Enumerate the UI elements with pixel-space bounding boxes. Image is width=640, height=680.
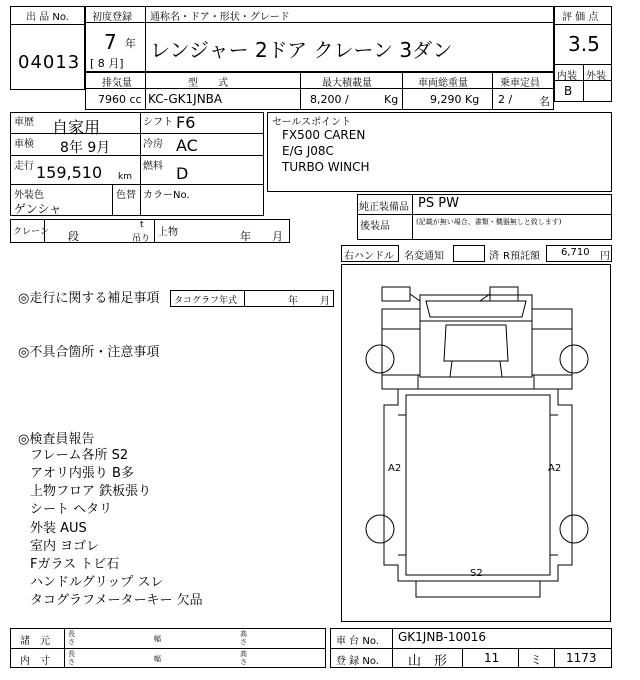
interior-label: 内装 — [557, 71, 577, 82]
first-reg-label: 初度登録 — [92, 12, 132, 23]
inspect-value: 8年 9月 — [60, 140, 111, 156]
inner-row-label: 内 寸 — [20, 656, 50, 667]
inspector-title: ◎検査員報告 — [18, 432, 95, 447]
upper-month: 月 — [272, 230, 283, 243]
chassis-value: GK1JNB-10016 — [398, 630, 487, 644]
reg-number: 1173 — [566, 651, 597, 665]
inspector-line: シート ヘタリ — [30, 502, 113, 517]
crane-dan: 段 — [68, 230, 79, 243]
inspector-line: 室内 ヨゴレ — [30, 539, 100, 554]
color-label: 外装色 — [14, 190, 44, 201]
recycle-value: 6,710 — [561, 247, 590, 258]
aftermarket-label: 後装品 — [360, 221, 390, 232]
supplement-title: ◎走行に関する補足事項 — [18, 291, 160, 306]
history-label: 車歴 — [14, 117, 34, 128]
damage-mark-left: A2 — [388, 463, 402, 474]
model-label: 型 式 — [188, 78, 228, 89]
lot-number: 04013 — [18, 52, 81, 73]
ac-value: AC — [176, 136, 198, 155]
sales-line-2: E/G J08C — [282, 144, 334, 158]
car-name: レンジャー 2ドア クレーン 3ダン — [150, 38, 453, 62]
damage-mark-right: A2 — [548, 463, 562, 474]
hgt-label: 高さ — [240, 630, 247, 646]
chassis-label: 車 台 No. — [336, 636, 379, 647]
tacho-label: タコグラフ年式 — [174, 296, 238, 306]
reg-label: 登 録 No. — [336, 656, 379, 667]
load-label: 最大積載量 — [322, 78, 372, 89]
interior-grade: B — [564, 84, 573, 98]
fuel-label: 燃料 — [143, 161, 163, 172]
reg-kana: ミ — [530, 653, 543, 667]
grade-value: 3.5 — [568, 32, 600, 56]
inspector-line: フレーム各所 S2 — [30, 448, 129, 463]
ac-label: 冷房 — [143, 139, 163, 150]
inspector-line: 上物フロア 鉄板張り — [30, 484, 152, 499]
cap-unit: 名 — [539, 95, 550, 108]
recycle-unit: 円 — [600, 251, 610, 262]
len-label: 長さ — [68, 630, 75, 646]
inspector-line: タコグラフメーターキー 欠品 — [30, 593, 203, 608]
mileage-value: 159,510 — [36, 163, 103, 182]
sales-title: セールスポイント — [272, 117, 352, 128]
disp-label: 排気量 — [102, 78, 132, 89]
exterior-label: 外装 — [586, 71, 606, 82]
first-reg-year: 7 — [104, 30, 117, 54]
first-reg-year-unit: 年 — [125, 37, 136, 50]
load-unit: Kg — [384, 93, 399, 106]
reg-prefecture: 山 形 — [408, 654, 448, 669]
shift-label: シフト — [143, 117, 173, 128]
recycle-label: R預託額 — [503, 251, 540, 262]
inspector-line: ハンドルグリップ スレ — [30, 575, 164, 590]
mileage-label: 走行 — [14, 161, 34, 172]
genuine-value: PS PW — [418, 196, 459, 211]
wid-label: 幅 — [154, 635, 161, 643]
wid-label: 幅 — [154, 655, 161, 663]
sales-line-1: FX500 CAREN — [282, 128, 366, 142]
upper-year: 年 — [240, 230, 251, 243]
rhd-label: 右ハンドル — [344, 251, 394, 262]
colorno-label: カラーNo. — [143, 190, 190, 201]
len-label: 長さ — [68, 650, 75, 666]
inspect-label: 車検 — [14, 139, 34, 150]
recycle-sep: 済 — [489, 251, 499, 262]
name-label: 通称名・ドア・形状・グレード — [150, 12, 290, 23]
disp-value: 7960 cc — [98, 93, 142, 106]
first-reg-month: [ 8 月] — [90, 57, 124, 70]
grade-label: 評 価 点 — [562, 12, 599, 23]
upper-label: 上物 — [158, 227, 178, 238]
aftermarket-note: (記載が無い場合、書類・機器無しと致します) — [416, 218, 562, 226]
crane-label: クレーン — [13, 227, 49, 237]
cap-label: 乗車定員 — [500, 78, 540, 89]
reg-class: 11 — [484, 651, 500, 665]
colorchange-label: 色替 — [116, 190, 136, 201]
damage-diagram — [341, 264, 611, 622]
history-value: 自家用 — [52, 118, 101, 137]
load-value: 8,200 / — [310, 93, 349, 106]
damage-mark-bottom: S2 — [470, 568, 483, 579]
crane-ton: t — [140, 220, 144, 230]
crane-ton-sub: 吊り — [132, 234, 151, 244]
mileage-unit: km — [118, 172, 132, 182]
gross-label: 車両総重量 — [418, 78, 468, 89]
spec-row-label: 諸 元 — [20, 636, 50, 647]
model-value: KC-GK1JNBA — [148, 92, 223, 106]
gross-value: 9,290 Kg — [430, 93, 480, 106]
notice-label: 名変通知 — [404, 251, 444, 262]
inspector-line: アオリ内張り B多 — [30, 466, 134, 481]
color-value: ゲンシャ — [14, 202, 62, 216]
inspector-line: 外装 AUS — [30, 521, 87, 536]
genuine-label: 純正装備品 — [359, 202, 409, 213]
cap-value: 2 / — [498, 93, 513, 106]
shift-value: F6 — [176, 113, 196, 132]
sales-line-3: TURBO WINCH — [282, 160, 370, 174]
inspector-line: Fガラス トビ石 — [30, 557, 120, 572]
tacho-month: 月 — [320, 296, 330, 307]
tacho-year: 年 — [288, 296, 298, 307]
hgt-label: 高さ — [240, 650, 247, 666]
lot-label: 出 品 No. — [26, 12, 69, 23]
notice-checkbox — [453, 245, 485, 262]
defect-title: ◎不具合箇所・注意事項 — [18, 345, 160, 360]
fuel-value: D — [176, 164, 189, 183]
